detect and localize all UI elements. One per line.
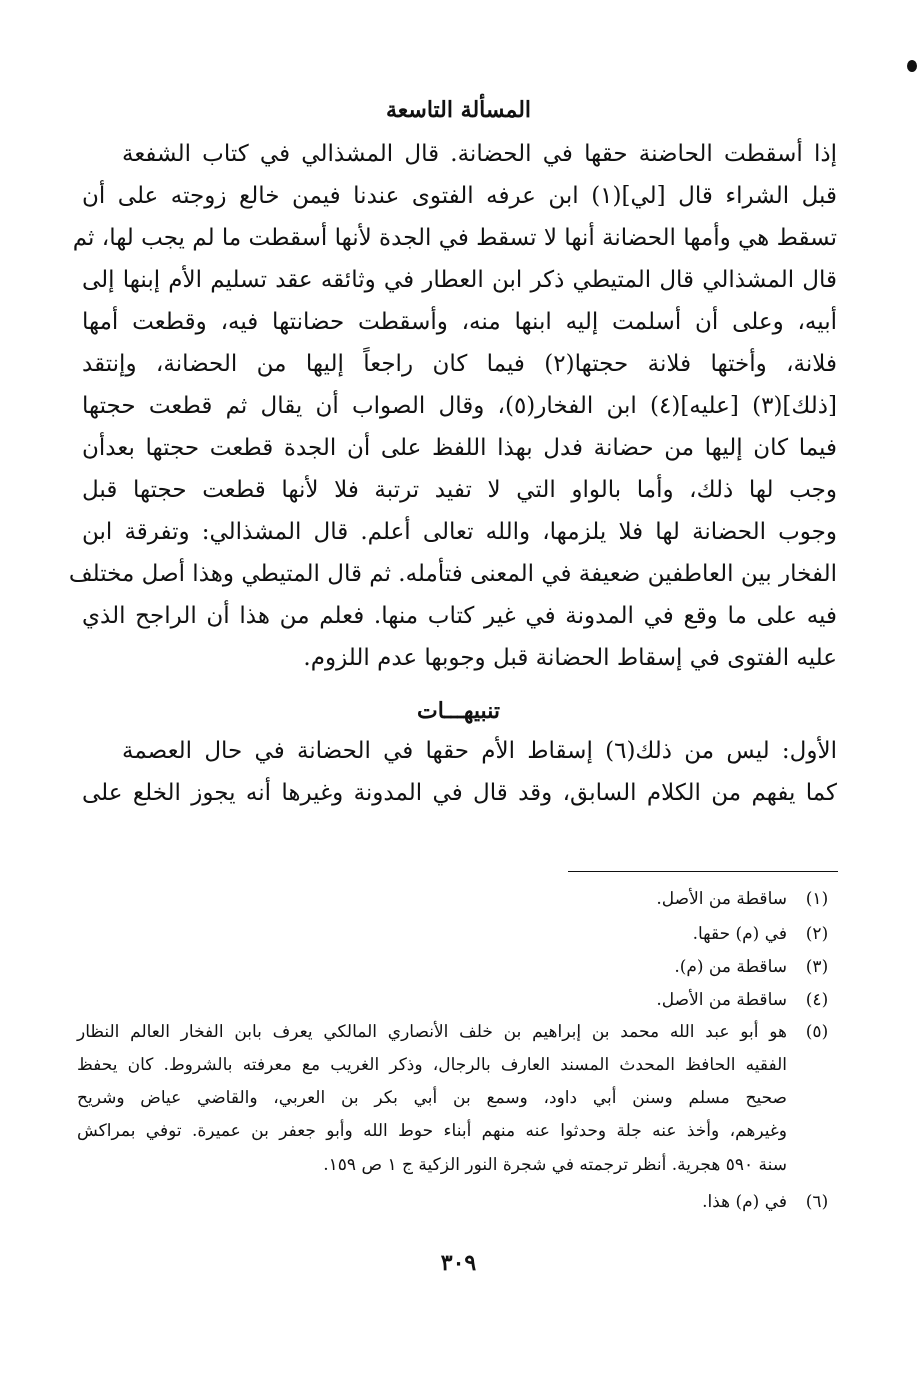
footnote-number: (١) (805, 889, 829, 909)
footnote-continuation: وغيرهم، وأخذ عنه جلة وحدثوا عنه منهم أبناء حوط الله وأبو جعفر بن عميرة. توفي بمراكش (77, 1121, 787, 1141)
body-line: فيه على ما وقع في المدونة في غير كتاب منها. فعلم من هذا أن الراجح الذي (82, 603, 837, 629)
footnote-continuation: سنة ٥٩٠ هجرية. أنظر ترجمته في شجرة النور الزكية ج ١ ص ١٥٩. (323, 1155, 787, 1175)
footnote-text: ساقطة من الأصل. (656, 990, 787, 1010)
body-line: عليه الفتوى في إسقاط الحضانة قبل وجوبها عدم اللزوم. (303, 645, 837, 671)
footnote-text: ساقطة من الأصل. (656, 889, 787, 909)
footnote-continuation: صحيح مسلم وسنن أبي داود، وسمع بن أبي بكر بن العربي، والقاضي عياض وشريح (77, 1088, 787, 1108)
page-number: ٣٠٩ (440, 1250, 477, 1276)
footnote-number: (٣) (805, 957, 829, 977)
footnote-text: في (م) هذا. (702, 1192, 787, 1212)
footnote-number: (٢) (805, 924, 829, 944)
body-line: الفخار بين العاطفين ضعيفة في المعنى فتأمله. ثم قال المتيطي وهذا أصل مختلف (68, 561, 837, 587)
body-line: فلانة، وأختها فلانة حجتها(٢) فيما كان راجعاً إليها من الحضانة، وإنتقد (82, 351, 837, 377)
body-line: تسقط هي وأمها الحضانة أنها لا تسقط في الجدة لأنها أسقطت ما لم يجب لها، ثم (72, 225, 837, 251)
footnote-number: (٥) (805, 1022, 829, 1042)
body-line: وجب لها ذلك، وأما بالواو التي لا تفيد ترتبة فلا لأنها قطعت حجتها قبل (82, 477, 837, 503)
body-line: قبل الشراء قال [لي](١) ابن عرفه الفتوى عندنا فيمن خالع زوجته على أن (82, 183, 837, 209)
body-line: إذا أسقطت الحاضنة حقها في الحضانة. قال المشذالي في كتاب الشفعة (122, 141, 837, 167)
body-line: قال المشذالي قال المتيطي ذكر ابن العطار في وثائقه عقد تسليم الأم إبنها إلى (82, 267, 837, 293)
body-line: كما يفهم من الكلام السابق، وقد قال في المدونة وغيرها أنه يجوز الخلع على (82, 780, 837, 806)
footnote-continuation: الفقيه الحافظ المحدث المسند العارف بالرجال، وذكر الغريب مع معرفته بالشروط. كان يحفظ (77, 1055, 787, 1075)
body-line: أبيه، وعلى أن أسلمت إليه ابنها منه، وأسقطت حضانتها فيه، وقطعت أمها (82, 309, 837, 335)
body-line: [ذلك](٣) [عليه](٤) ابن الفخار(٥)، وقال الصواب أن يقال ثم قطعت حجتها (82, 393, 837, 419)
footnote-separator (568, 871, 838, 872)
footnote-number: (٤) (805, 990, 829, 1010)
body-line: فيما كان إليها من حضانة فدل بهذا اللفظ على أن الجدة قطعت حجتها بعدأن (82, 435, 837, 461)
scan-mark (907, 60, 917, 72)
footnote-text: ساقطة من (م). (674, 957, 787, 977)
body-line: وجوب الحضانة لها فلا يلزمها، والله تعالى أعلم. قال المشذالي: وتفرقة ابن (82, 519, 837, 545)
subsection-title: تنبيهـــات (417, 698, 500, 724)
footnote-text: هو أبو عبد الله محمد بن إبراهيم بن خلف الأنصاري المالكي يعرف بابن الفخار العالم النظار (77, 1022, 787, 1042)
body-line: الأول: ليس من ذلك(٦) إسقاط الأم حقها في الحضانة في حال العصمة (122, 738, 837, 764)
footnote-number: (٦) (805, 1192, 829, 1212)
section-title: المسألة التاسعة (385, 97, 532, 123)
footnote-text: في (م) حقها. (692, 924, 787, 944)
